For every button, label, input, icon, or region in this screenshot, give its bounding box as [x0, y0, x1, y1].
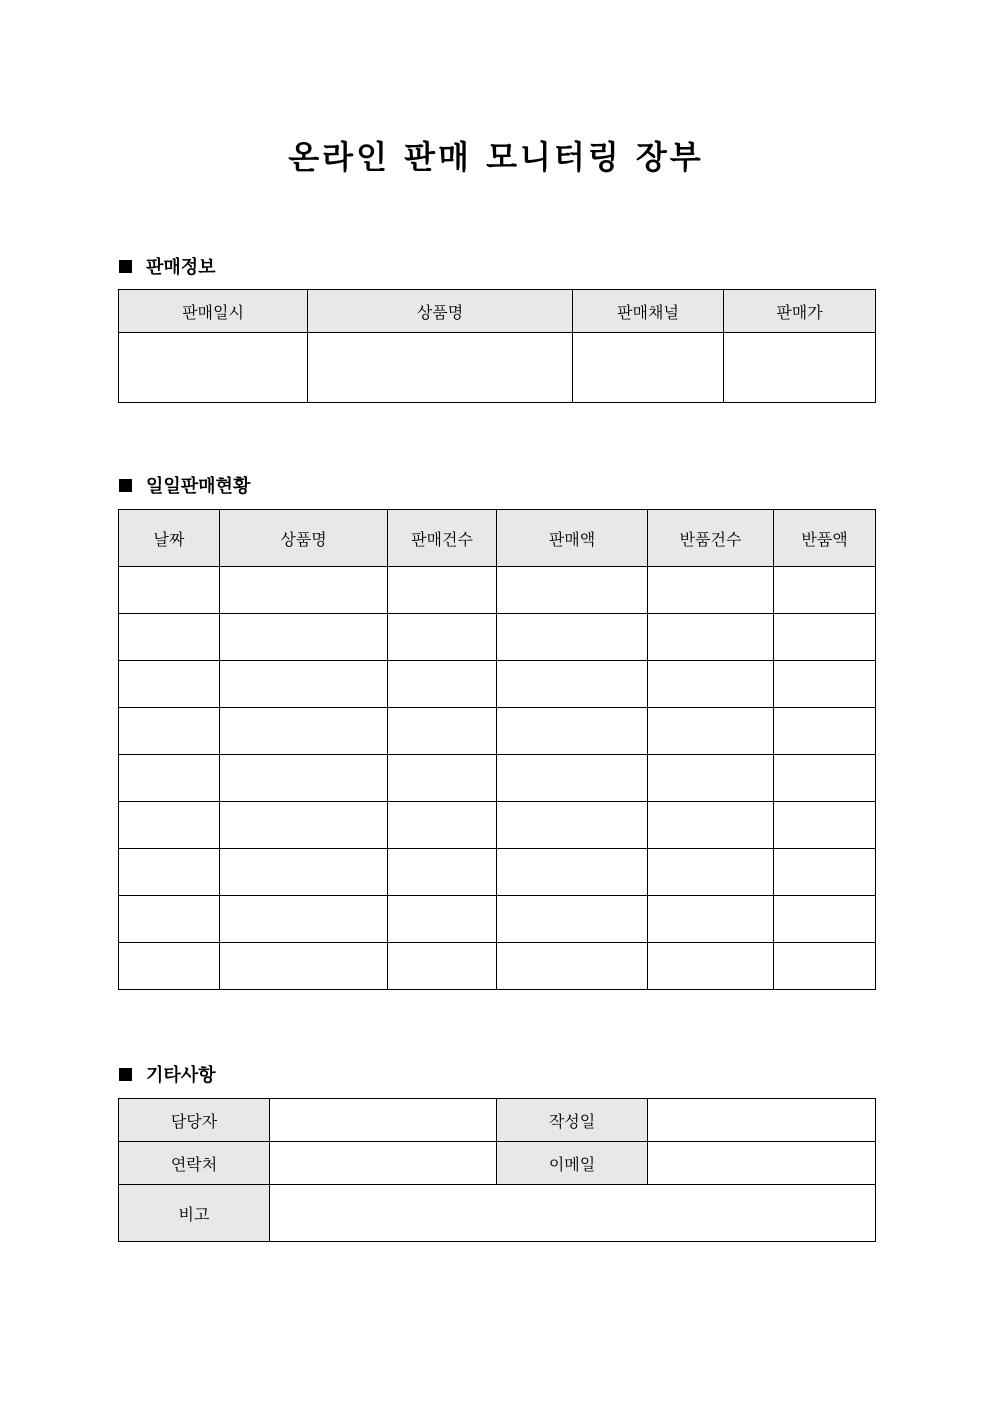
cell-return-count[interactable]: [648, 567, 774, 614]
cell-return-count[interactable]: [648, 755, 774, 802]
cell-sales-amount[interactable]: [497, 567, 648, 614]
table-row: [119, 1099, 876, 1142]
cell-sales-amount[interactable]: [497, 755, 648, 802]
header-date: 날짜: [119, 510, 220, 567]
cell-return-amount[interactable]: [774, 708, 876, 755]
written-date-field[interactable]: [648, 1099, 876, 1142]
section-title: 판매정보: [146, 257, 216, 278]
header-sales-channel: 판매채널: [573, 290, 724, 333]
remarks-label: 비고: [119, 1185, 270, 1242]
square-bullet-icon: [119, 260, 132, 273]
cell-product-name[interactable]: [220, 708, 388, 755]
cell-return-amount[interactable]: [774, 661, 876, 708]
table-row: [119, 614, 876, 661]
header-return-amount: 반품액: [774, 510, 876, 567]
table-row: [119, 755, 876, 802]
table-row: [119, 708, 876, 755]
cell-date[interactable]: [119, 755, 220, 802]
cell-return-count[interactable]: [648, 943, 774, 990]
cell-sales-amount[interactable]: [497, 661, 648, 708]
section-title: 기타사항: [146, 1065, 216, 1086]
cell-sales-count[interactable]: [388, 614, 497, 661]
header-product-name: 상품명: [308, 290, 573, 333]
header-sales-count: 판매건수: [388, 510, 497, 567]
table-row: [119, 661, 876, 708]
email-label: 이메일: [497, 1142, 648, 1185]
cell-return-count[interactable]: [648, 661, 774, 708]
cell-sales-channel[interactable]: [573, 333, 724, 403]
table-row: [119, 333, 876, 403]
cell-sales-amount[interactable]: [497, 708, 648, 755]
email-field[interactable]: [648, 1142, 876, 1185]
cell-return-count[interactable]: [648, 614, 774, 661]
cell-return-count[interactable]: [648, 896, 774, 943]
cell-return-amount[interactable]: [774, 755, 876, 802]
cell-product-name[interactable]: [220, 849, 388, 896]
manager-field[interactable]: [270, 1099, 497, 1142]
cell-date[interactable]: [119, 802, 220, 849]
cell-date[interactable]: [119, 849, 220, 896]
header-product-name: 상품명: [220, 510, 388, 567]
other-info-table: [118, 1098, 876, 1242]
cell-date[interactable]: [119, 614, 220, 661]
contact-field[interactable]: [270, 1142, 497, 1185]
cell-date[interactable]: [119, 943, 220, 990]
cell-sales-amount[interactable]: [497, 614, 648, 661]
cell-product-name[interactable]: [220, 802, 388, 849]
cell-sales-count[interactable]: [388, 567, 497, 614]
written-date-label: 작성일: [497, 1099, 648, 1142]
section-heading-sales-info: [119, 253, 216, 279]
table-row: [119, 849, 876, 896]
header-sales-amount: 판매액: [497, 510, 648, 567]
cell-product-name[interactable]: [220, 755, 388, 802]
table-row: [119, 1142, 876, 1185]
cell-date[interactable]: [119, 567, 220, 614]
section-heading-other: [119, 1061, 216, 1087]
cell-product-name[interactable]: [220, 896, 388, 943]
section-title: 일일판매현황: [146, 476, 251, 497]
cell-return-amount[interactable]: [774, 567, 876, 614]
cell-sales-amount[interactable]: [497, 943, 648, 990]
table-row: [119, 1185, 876, 1242]
daily-sales-body: [119, 567, 876, 990]
cell-product-name[interactable]: [220, 567, 388, 614]
cell-date[interactable]: [119, 896, 220, 943]
cell-product-name[interactable]: [220, 661, 388, 708]
cell-sale-datetime[interactable]: [119, 333, 308, 403]
page-title: 온라인 판매 모니터링 장부: [288, 138, 704, 176]
cell-return-amount[interactable]: [774, 896, 876, 943]
cell-return-amount[interactable]: [774, 614, 876, 661]
header-sale-price: 판매가: [724, 290, 876, 333]
square-bullet-icon: [119, 1068, 132, 1081]
table-row: [119, 567, 876, 614]
cell-sale-price[interactable]: [724, 333, 876, 403]
cell-sales-count[interactable]: [388, 896, 497, 943]
square-bullet-icon: [119, 479, 132, 492]
cell-product-name[interactable]: [308, 333, 573, 403]
cell-sales-count[interactable]: [388, 802, 497, 849]
cell-sales-count[interactable]: [388, 661, 497, 708]
table-row: [119, 802, 876, 849]
manager-label: 담당자: [119, 1099, 270, 1142]
table-row: [119, 943, 876, 990]
cell-sales-count[interactable]: [388, 849, 497, 896]
cell-sales-count[interactable]: [388, 943, 497, 990]
cell-sales-amount[interactable]: [497, 896, 648, 943]
table-header-row: [119, 510, 876, 567]
cell-return-amount[interactable]: [774, 802, 876, 849]
header-sale-datetime: 판매일시: [119, 290, 308, 333]
daily-sales-table: [118, 509, 876, 990]
cell-date[interactable]: [119, 708, 220, 755]
section-heading-daily-sales: [119, 472, 250, 498]
cell-return-count[interactable]: [648, 708, 774, 755]
cell-sales-count[interactable]: [388, 708, 497, 755]
sales-info-table: [118, 289, 876, 403]
cell-sales-count[interactable]: [388, 755, 497, 802]
cell-product-name[interactable]: [220, 614, 388, 661]
cell-return-count[interactable]: [648, 802, 774, 849]
cell-return-amount[interactable]: [774, 849, 876, 896]
cell-return-count[interactable]: [648, 849, 774, 896]
header-return-count: 반품건수: [648, 510, 774, 567]
contact-label: 연락처: [119, 1142, 270, 1185]
cell-sales-amount[interactable]: [497, 802, 648, 849]
cell-date[interactable]: [119, 661, 220, 708]
table-row: [119, 896, 876, 943]
cell-return-amount[interactable]: [774, 943, 876, 990]
cell-product-name[interactable]: [220, 943, 388, 990]
cell-sales-amount[interactable]: [497, 849, 648, 896]
remarks-field[interactable]: [270, 1185, 876, 1242]
table-header-row: [119, 290, 876, 333]
